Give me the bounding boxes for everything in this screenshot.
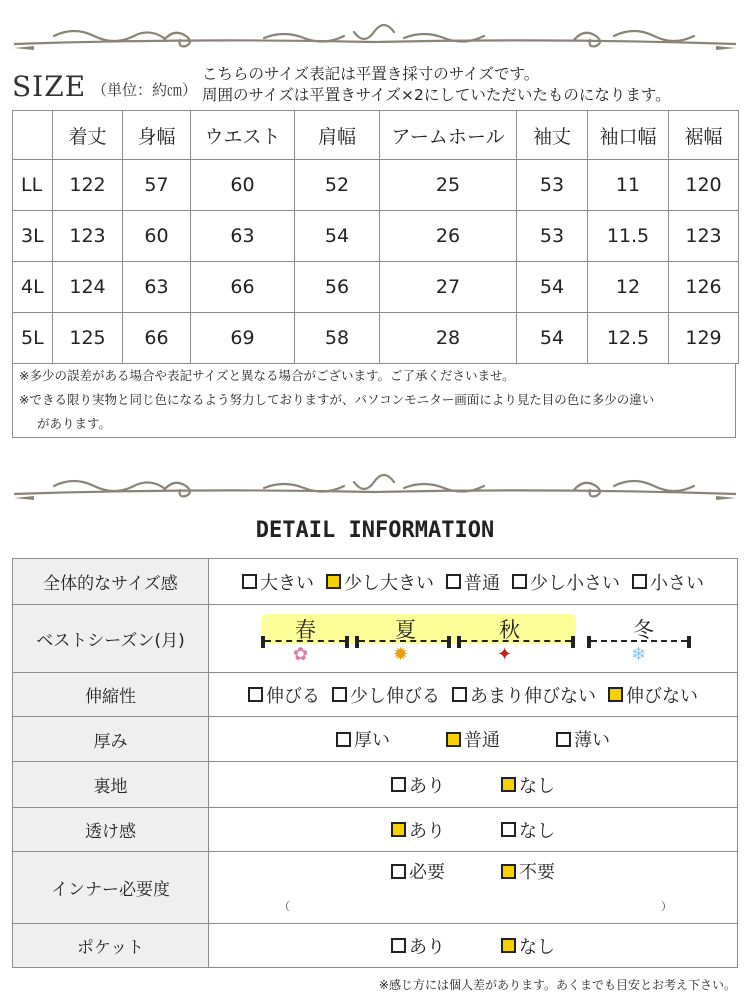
- size-value-cell: 66: [191, 262, 295, 313]
- option-text: なし: [519, 820, 555, 842]
- size-value-cell: 11: [588, 160, 669, 211]
- option-group: [209, 682, 737, 708]
- checked-box-icon: [608, 687, 623, 702]
- detail-row-stretch: [13, 673, 738, 717]
- season-tick: [687, 636, 691, 648]
- option-text: あり: [409, 775, 445, 797]
- size-footnotes: [12, 364, 736, 438]
- size-value-cell: 56: [295, 262, 380, 313]
- unchecked-box-icon: [446, 574, 461, 589]
- row-label: 透け感: [13, 808, 209, 852]
- unchecked-box-icon: [248, 687, 263, 702]
- flower-icon: ✿: [293, 643, 309, 665]
- option-group: [209, 817, 737, 843]
- size-value-cell: 58: [295, 313, 380, 364]
- size-value-cell: 124: [53, 262, 123, 313]
- size-value-cell: 66: [123, 313, 191, 364]
- size-value-cell: 54: [517, 262, 588, 313]
- size-value-cell: 60: [191, 160, 295, 211]
- unchecked-box-icon: [391, 938, 406, 953]
- size-value-cell: 123: [53, 211, 123, 262]
- size-value-cell: 28: [380, 313, 517, 364]
- unchecked-box-icon: [632, 574, 647, 589]
- column-header: 袖丈: [517, 111, 588, 160]
- unchecked-box-icon: [556, 732, 571, 747]
- maple-leaf-icon: ✦: [497, 643, 513, 665]
- size-value-cell: 53: [517, 160, 588, 211]
- size-value-cell: 11.5: [588, 211, 669, 262]
- column-header: アームホール: [380, 111, 517, 160]
- snowflake-icon: ❄: [631, 643, 647, 665]
- season-tick: [571, 636, 575, 648]
- option-lining: [501, 772, 555, 798]
- option-group: [209, 726, 737, 752]
- option-text: あり: [409, 936, 445, 958]
- row-label: ポケット: [13, 924, 209, 968]
- option-stretch: [332, 682, 440, 708]
- option-text: 少し小さい: [530, 572, 620, 594]
- season-chart: [209, 610, 737, 668]
- row-label: インナー必要度: [13, 852, 209, 924]
- option-text: 必要: [409, 862, 445, 883]
- size-value-cell: 69: [191, 313, 295, 364]
- unchecked-box-icon: [332, 687, 347, 702]
- option-group: [209, 772, 737, 798]
- detail-row-size-feel: [13, 559, 738, 605]
- option-text: なし: [519, 936, 555, 958]
- row-label: 厚み: [13, 717, 209, 762]
- option-pocket: [501, 933, 555, 959]
- option-sheer: [501, 817, 555, 843]
- size-label-cell: 4L: [13, 262, 53, 313]
- detail-table: [12, 558, 738, 968]
- season-label: 秋: [499, 617, 520, 642]
- size-row: [13, 313, 739, 364]
- option-text: 普通: [464, 572, 500, 594]
- row-label: ベストシーズン(月): [13, 605, 209, 673]
- footer-note: ※感じ方には個人差があります。あくまでも目安とお考え下さい。: [378, 978, 736, 992]
- season-tick: [447, 636, 451, 648]
- option-text: 不要: [519, 862, 555, 883]
- size-value-cell: 122: [53, 160, 123, 211]
- size-label-cell: 5L: [13, 313, 53, 364]
- ornament-divider: [14, 472, 736, 506]
- detail-row-season: [13, 605, 738, 673]
- size-value-cell: 26: [380, 211, 517, 262]
- column-header: 身幅: [123, 111, 191, 160]
- row-label: 全体的なサイズ感: [13, 559, 209, 605]
- footnote: ※できる限り実物と同じ色になるよう努力しておりますが、パソコンモニター画面により見た目の色に多少の違い: [19, 392, 655, 407]
- option-text: あり: [409, 820, 445, 842]
- checked-box-icon: [501, 777, 516, 792]
- column-header: ウエスト: [191, 111, 295, 160]
- size-value-cell: 123: [669, 211, 739, 262]
- size-table-header: [13, 111, 739, 160]
- option-group: [209, 933, 737, 959]
- option-text: 少し伸びる: [350, 685, 440, 707]
- sunflower-icon: ✹: [393, 643, 409, 665]
- size-value-cell: 63: [191, 211, 295, 262]
- season-dash: [461, 640, 571, 644]
- paren-open: （: [279, 900, 290, 913]
- size-value-cell: 126: [669, 262, 739, 313]
- option-text: 薄い: [574, 730, 610, 751]
- footnote: ※多少の誤差がある場合や表記サイズと異なる場合がございます。ご了承くださいませ。: [19, 368, 515, 383]
- checked-box-icon: [501, 864, 516, 879]
- option-stretch: [608, 682, 698, 708]
- season-tick: [345, 636, 349, 648]
- size-note-line: こちらのサイズ表記は平置き採寸のサイズです。: [202, 65, 540, 83]
- column-header: [13, 111, 53, 160]
- size-value-cell: 57: [123, 160, 191, 211]
- option-text: 小さい: [650, 572, 704, 594]
- detail-row-lining: [13, 762, 738, 808]
- size-value-cell: 120: [669, 160, 739, 211]
- size-note-line: 周囲のサイズは平置きサイズ×2にしていただいたものになります。: [202, 86, 671, 104]
- column-header: 袖口幅: [588, 111, 669, 160]
- season-label: 春: [295, 617, 316, 642]
- unchecked-box-icon: [512, 574, 527, 589]
- row-label: 裏地: [13, 762, 209, 808]
- option-text: なし: [519, 775, 555, 797]
- option-inner: [501, 858, 555, 884]
- detail-row-pocket: [13, 924, 738, 968]
- checked-box-icon: [391, 822, 406, 837]
- size-value-cell: 125: [53, 313, 123, 364]
- option-size-feel: [512, 569, 620, 595]
- option-group: [209, 858, 737, 884]
- option-text: 少し大きい: [344, 572, 434, 594]
- option-size-feel: [632, 569, 704, 595]
- size-value-cell: 60: [123, 211, 191, 262]
- size-value-cell: 25: [380, 160, 517, 211]
- checked-box-icon: [501, 938, 516, 953]
- size-value-cell: 12: [588, 262, 669, 313]
- size-value-cell: 129: [669, 313, 739, 364]
- option-pocket: [391, 933, 445, 959]
- option-sheer: [391, 817, 445, 843]
- size-value-cell: 54: [517, 313, 588, 364]
- column-header: 肩幅: [295, 111, 380, 160]
- unchecked-box-icon: [452, 687, 467, 702]
- unchecked-box-icon: [391, 864, 406, 879]
- row-label: 伸縮性: [13, 673, 209, 717]
- size-title: SIZE: [12, 70, 87, 103]
- option-text: 厚い: [354, 730, 390, 751]
- size-row: [13, 211, 739, 262]
- size-value-cell: 63: [123, 262, 191, 313]
- option-text: 伸びない: [626, 685, 698, 707]
- column-header: 裾幅: [669, 111, 739, 160]
- unchecked-box-icon: [501, 822, 516, 837]
- option-lining: [391, 772, 445, 798]
- size-value-cell: 54: [295, 211, 380, 262]
- option-text: 伸びる: [266, 685, 320, 707]
- detail-row-thickness: [13, 717, 738, 762]
- season-label: 夏: [395, 617, 416, 642]
- size-label-cell: LL: [13, 160, 53, 211]
- size-unit: （単位：約㎝）: [92, 81, 198, 99]
- column-header: 着丈: [53, 111, 123, 160]
- ornament-divider: [14, 22, 736, 56]
- size-row: [13, 262, 739, 313]
- footnote: があります。: [37, 416, 112, 431]
- season-label: 冬: [633, 617, 654, 642]
- option-size-feel: [326, 569, 434, 595]
- unchecked-box-icon: [242, 574, 257, 589]
- option-group: [209, 569, 737, 595]
- detail-row-inner: [13, 852, 738, 924]
- size-label-cell: 3L: [13, 211, 53, 262]
- size-note: [202, 64, 671, 106]
- option-stretch: [248, 682, 320, 708]
- detail-row-sheer: [13, 808, 738, 852]
- option-thickness: [556, 726, 610, 752]
- option-text: 普通: [464, 730, 500, 751]
- size-table: [12, 110, 739, 364]
- option-size-feel: [446, 569, 500, 595]
- option-text: 大きい: [260, 572, 314, 594]
- option-stretch: [452, 682, 596, 708]
- checked-box-icon: [326, 574, 341, 589]
- unchecked-box-icon: [336, 732, 351, 747]
- option-inner: [391, 858, 445, 884]
- option-size-feel: [242, 569, 314, 595]
- option-thickness: [336, 726, 390, 752]
- detail-title: DETAIL INFORMATION: [255, 518, 495, 543]
- option-thickness: [446, 726, 500, 752]
- size-header: [12, 66, 742, 106]
- size-row: [13, 160, 739, 211]
- size-value-cell: 52: [295, 160, 380, 211]
- size-value-cell: 27: [380, 262, 517, 313]
- checked-box-icon: [446, 732, 461, 747]
- size-value-cell: 53: [517, 211, 588, 262]
- option-text: あまり伸びない: [470, 685, 596, 707]
- paren-close: ）: [661, 900, 672, 913]
- size-value-cell: 12.5: [588, 313, 669, 364]
- unchecked-box-icon: [391, 777, 406, 792]
